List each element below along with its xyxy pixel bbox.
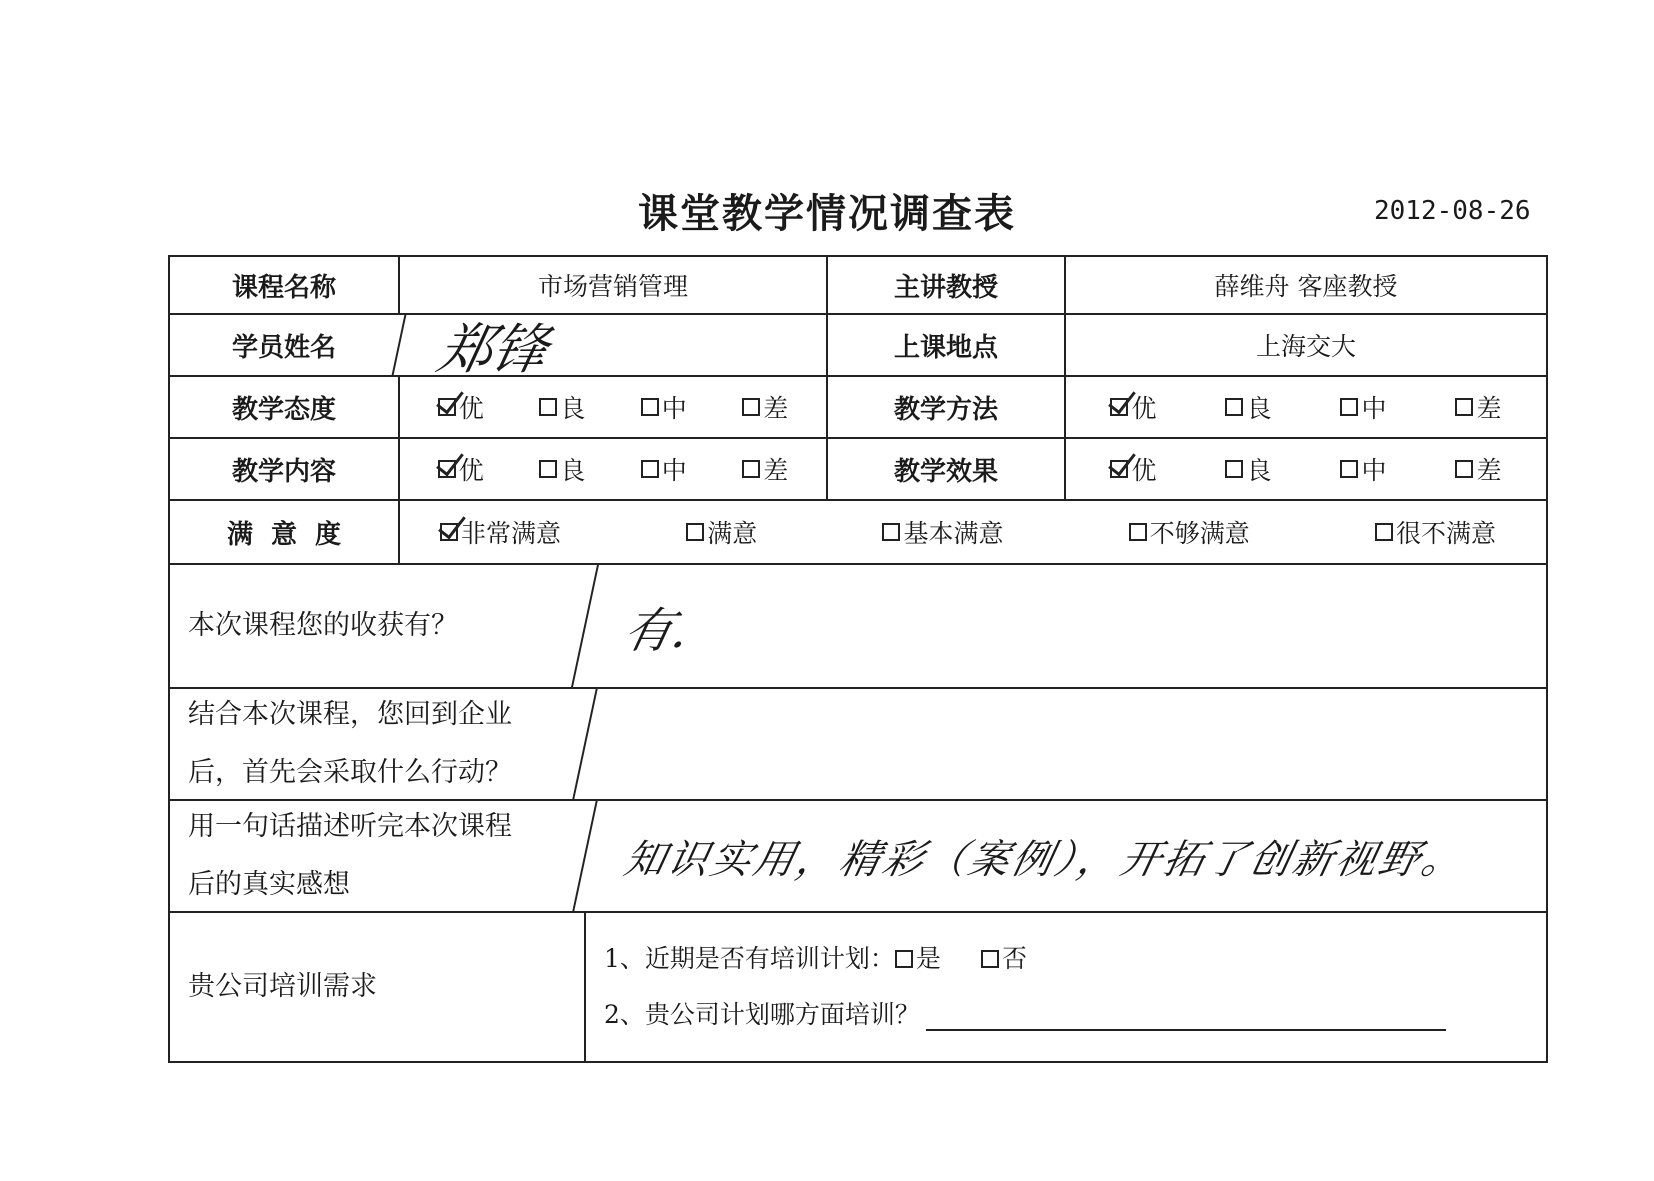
form-date: 2012-08-26 bbox=[1374, 196, 1531, 226]
method-option-excellent[interactable]: 优 bbox=[1110, 389, 1156, 425]
attitude-option-poor[interactable]: 差 bbox=[742, 389, 788, 425]
satisfaction-option-satisfied[interactable]: 满意 bbox=[686, 514, 757, 550]
checkbox-checked[interactable] bbox=[440, 523, 458, 541]
attitude-option-fair[interactable]: 中 bbox=[641, 389, 687, 425]
content-options bbox=[398, 439, 826, 499]
satisfaction-option-basically-satisfied[interactable]: 基本满意 bbox=[882, 514, 1003, 550]
satisfaction-option-very-satisfied[interactable]: 非常满意 bbox=[440, 514, 561, 550]
checkbox[interactable] bbox=[641, 460, 659, 478]
survey-form bbox=[168, 255, 1548, 1063]
checkbox[interactable] bbox=[1455, 460, 1473, 478]
location-value[interactable]: 上海交大 bbox=[1064, 315, 1546, 375]
attitude-option-excellent[interactable]: 优 bbox=[438, 389, 484, 425]
attitude-option-good[interactable]: 良 bbox=[539, 389, 585, 425]
checkbox[interactable] bbox=[981, 950, 999, 968]
row-student bbox=[170, 315, 1546, 381]
method-option-good[interactable]: 良 bbox=[1225, 389, 1271, 425]
checkbox-checked[interactable] bbox=[438, 398, 456, 416]
checkbox[interactable] bbox=[882, 523, 900, 541]
checkbox-checked[interactable] bbox=[1110, 460, 1128, 478]
professor-label: 主讲教授 bbox=[826, 257, 1064, 313]
checkbox[interactable] bbox=[1129, 523, 1147, 541]
action-question bbox=[170, 689, 584, 799]
row-attitude-method bbox=[170, 377, 1546, 439]
action-question-line1: 结合本次课程，您回到企业 bbox=[188, 699, 512, 730]
gain-answer[interactable]: 有. bbox=[571, 565, 1559, 687]
method-label: 教学方法 bbox=[826, 377, 1064, 437]
course-name-label: 课程名称 bbox=[231, 272, 336, 303]
feeling-question-line2: 后的真实感想 bbox=[188, 869, 350, 900]
training-content bbox=[584, 913, 1546, 1061]
content-option-fair[interactable]: 中 bbox=[641, 451, 687, 487]
row-gain bbox=[170, 565, 1546, 689]
checkbox[interactable] bbox=[1340, 460, 1358, 478]
satisfaction-options bbox=[398, 501, 1546, 563]
checkbox[interactable] bbox=[641, 398, 659, 416]
satisfaction-label: 满意度 bbox=[226, 519, 359, 550]
effect-option-good[interactable]: 良 bbox=[1225, 451, 1271, 487]
location-label: 上课地点 bbox=[826, 315, 1064, 375]
training-option-no[interactable]: 否 bbox=[981, 931, 1027, 987]
action-question-line2: 后，首先会采取什么行动？ bbox=[188, 757, 512, 788]
gain-question: 本次课程您的收获有？ bbox=[188, 610, 458, 641]
attitude-options bbox=[398, 377, 826, 437]
effect-label: 教学效果 bbox=[826, 439, 1064, 499]
effect-option-fair[interactable]: 中 bbox=[1340, 451, 1386, 487]
satisfaction-option-not-satisfied[interactable]: 不够满意 bbox=[1129, 514, 1250, 550]
action-answer[interactable] bbox=[572, 689, 1557, 799]
checkbox-checked[interactable] bbox=[438, 460, 456, 478]
content-option-excellent[interactable]: 优 bbox=[438, 451, 484, 487]
training-answer-line[interactable] bbox=[926, 999, 1446, 1031]
checkbox-checked[interactable] bbox=[1110, 398, 1128, 416]
course-name-value[interactable]: 市场营销管理 bbox=[398, 257, 826, 313]
training-question-1: 1、近期是否有培训计划： 是 否 bbox=[604, 931, 1027, 987]
content-option-poor[interactable]: 差 bbox=[742, 451, 788, 487]
checkbox[interactable] bbox=[895, 950, 913, 968]
checkbox[interactable] bbox=[742, 460, 760, 478]
row-action bbox=[170, 689, 1546, 801]
effect-options bbox=[1064, 439, 1546, 499]
content-label: 教学内容 bbox=[231, 456, 336, 487]
row-training bbox=[170, 913, 1546, 1061]
feeling-question-line1: 用一句话描述听完本次课程 bbox=[188, 811, 512, 842]
training-option-yes[interactable]: 是 bbox=[895, 931, 941, 987]
row-course bbox=[170, 257, 1546, 315]
checkbox[interactable] bbox=[539, 398, 557, 416]
attitude-label: 教学态度 bbox=[231, 394, 336, 425]
checkbox[interactable] bbox=[742, 398, 760, 416]
student-name-value[interactable]: 郑锋 bbox=[392, 315, 833, 375]
checkbox[interactable] bbox=[1225, 398, 1243, 416]
professor-value[interactable]: 薛维舟 客座教授 bbox=[1064, 257, 1546, 313]
content-option-good[interactable]: 良 bbox=[539, 451, 585, 487]
checkbox[interactable] bbox=[539, 460, 557, 478]
checkbox[interactable] bbox=[1375, 523, 1393, 541]
satisfaction-option-very-dissatisfied[interactable]: 很不满意 bbox=[1375, 514, 1496, 550]
checkbox[interactable] bbox=[1340, 398, 1358, 416]
training-question-2: 2、贵公司计划哪方面培训？ bbox=[604, 987, 1446, 1043]
training-label: 贵公司培训需求 bbox=[188, 971, 377, 1002]
effect-option-excellent[interactable]: 优 bbox=[1110, 451, 1156, 487]
method-option-fair[interactable]: 中 bbox=[1340, 389, 1386, 425]
student-name-label: 学员姓名 bbox=[231, 332, 336, 363]
row-satisfaction bbox=[170, 501, 1546, 565]
feeling-question bbox=[170, 801, 584, 911]
method-option-poor[interactable]: 差 bbox=[1455, 389, 1501, 425]
method-options bbox=[1064, 377, 1546, 437]
effect-option-poor[interactable]: 差 bbox=[1455, 451, 1501, 487]
row-content-effect bbox=[170, 439, 1546, 501]
checkbox[interactable] bbox=[1455, 398, 1473, 416]
form-title: 课堂教学情况调查表 bbox=[638, 190, 1016, 237]
checkbox[interactable] bbox=[686, 523, 704, 541]
row-feeling bbox=[170, 801, 1546, 913]
feeling-answer[interactable]: 知识实用，精彩（案例），开拓了创新视野。 bbox=[572, 801, 1557, 911]
checkbox[interactable] bbox=[1225, 460, 1243, 478]
